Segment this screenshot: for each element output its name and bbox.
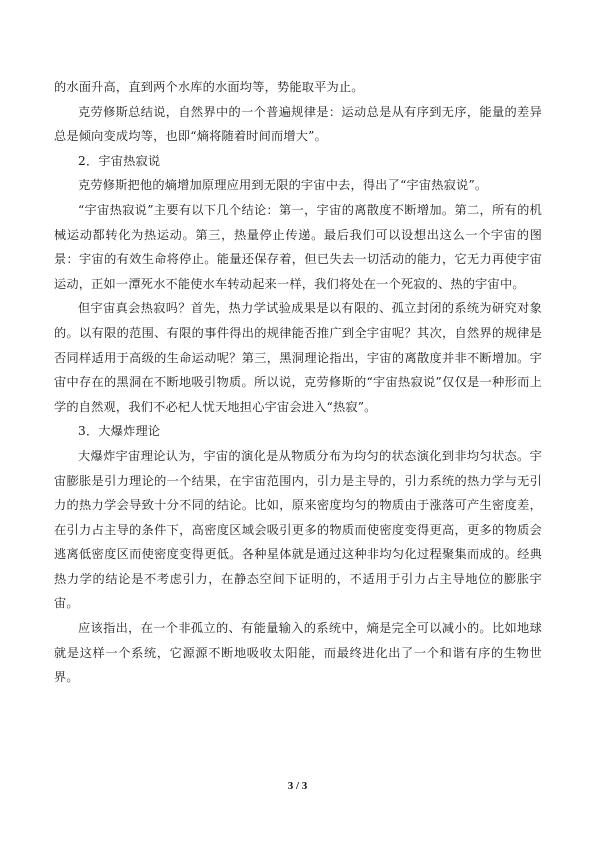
paragraph-heat-death-conclusions: “宇宙热寂说”主要有以下几个结论：第一，宇宙的离散度不断增加。第二，所有的机械运动都转化为热运动。第三，热量停止传递。最后我们可以设想出这么一个宇宙的图景：宇宙的有效生命将停止。能量还保存着，但已失去一切活动的能力，它无力再使宇宙运动，正如一潭死水不能使水车转动起来一样，我们将处在一个死寂的、热的宇宙中。 (54, 202, 542, 291)
paragraph-clausius-summary: 克劳修斯总结说，自然界中的一个普遍规律是：运动总是从有序到无序，能量的差异总是倾向变成均等，也即“熵将随着时间而增大”。 (54, 104, 542, 144)
section-heading-heat-death: 2．宇宙热寂说 (78, 153, 161, 168)
paragraph-heat-death-critique: 但宇宙真会热寂吗？首先，热力学试验成果是以有限的、孤立封闭的系统为研究对象的。以有限的范围、有限的事件得出的规律能否推广到全宇宙呢？其次，自然界的规律是否同样适用于高级的生命运动呢？第三，黑洞理论指出，宇宙的离散度并非不断增加。宇宙中存在的黑洞在不断地吸引物质。所以说，克劳修斯的“宇宙热寂说”仅仅是一种形而上学的自然观，我们不必杞人忧天地担心宇宙会进入“热寂”。 (54, 301, 542, 414)
document-body (54, 75, 542, 690)
page-number: 3 / 3 (287, 780, 308, 792)
section-heading-big-bang: 3．大爆炸理论 (78, 424, 161, 439)
paragraph-big-bang-theory: 大爆炸宇宙理论认为，宇宙的演化是从物质分布为均匀的状态演化到非均匀状态。宇宙膨胀是引力理论的一个结果，在宇宙范围内，引力是主导的，引力系统的热力学与无引力的热力学会导致十分不同的结论。比如，原来密度均匀的物质由于涨落可产生密度差，在引力占主导的条件下，高密度区域会吸引更多的物质而使密度变得更高，更多的物质会逃离低密度区而使密度变得更低。各种星体就是通过这种非均匀化过程聚集而成的。经典热力学的结论是不考虑引力，在静态空间下证明的，不适用于引力占主导地位的膨胀宇宙。 (54, 448, 542, 611)
paragraph-entropy-earth: 应该指出，在一个非孤立的、有能量输入的系统中，熵是完全可以减小的。比如地球就是这样一个系统，它源源不断地吸收太阳能，而最终进化出了一个和谐有序的生物世界。 (54, 621, 542, 685)
paragraph-heat-death-intro: 克劳修斯把他的熵增加原理应用到无限的宇宙中去，得出了“宇宙热寂说”。 (78, 178, 488, 193)
paragraph-continuation: 的水面升高，直到两个水库的水面均等，势能取平为止。 (54, 80, 364, 94)
